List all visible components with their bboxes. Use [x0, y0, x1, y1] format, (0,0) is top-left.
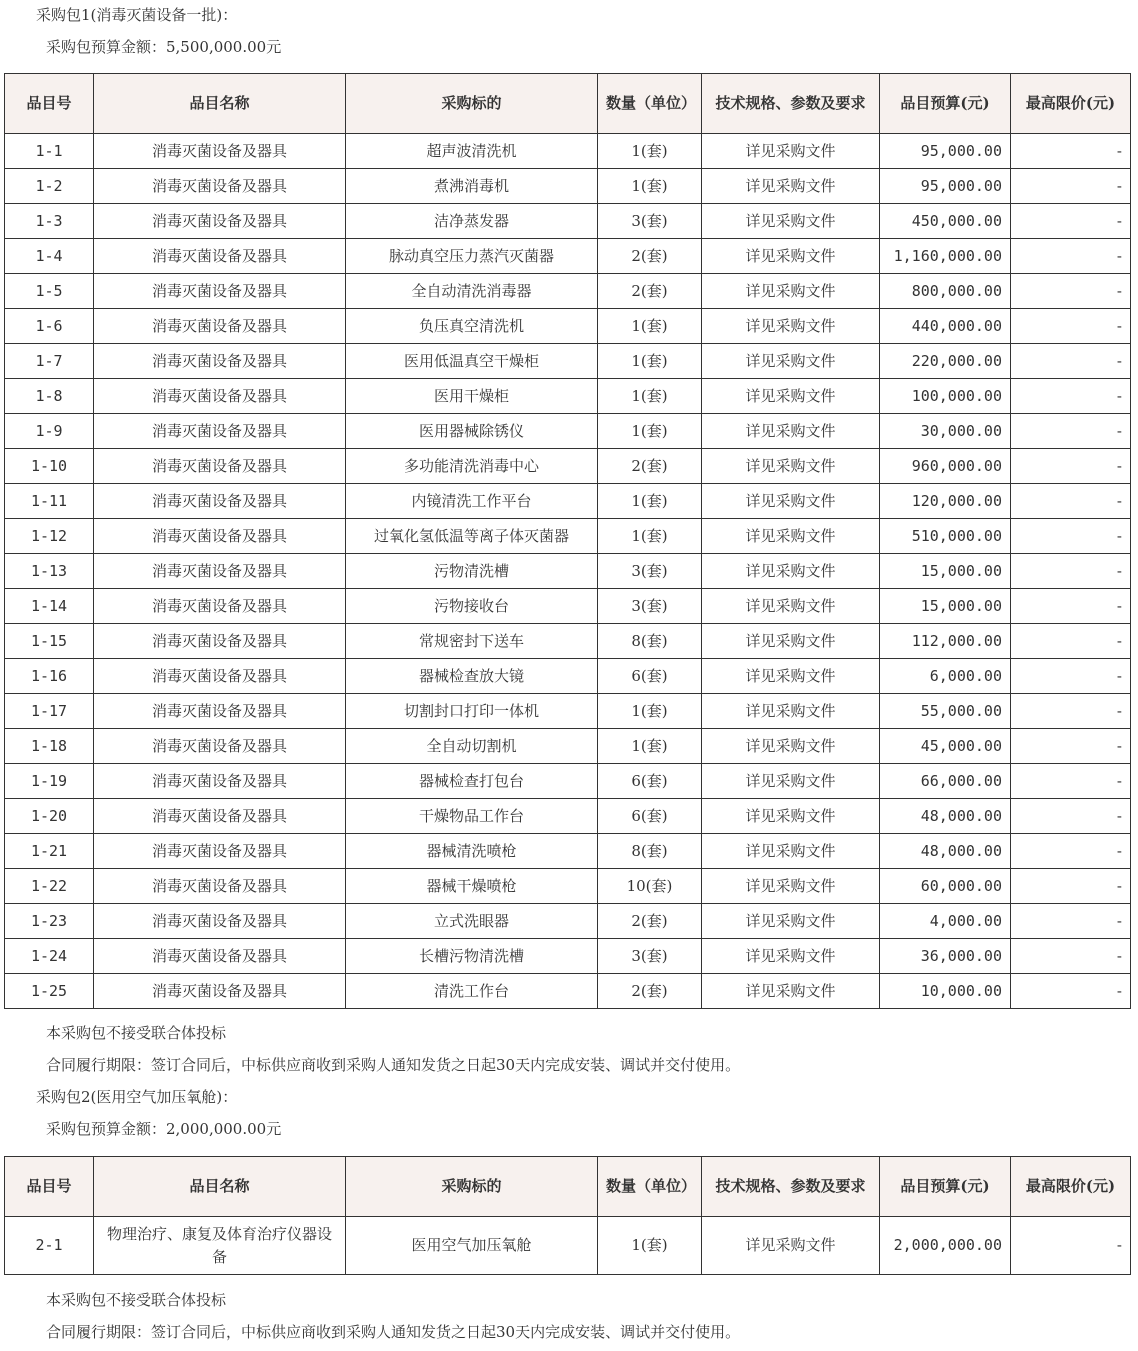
table-header-row	[5, 1157, 1131, 1217]
cell-spec: 详见采购文件	[702, 939, 880, 974]
cell-item-name: 消毒灭菌设备及器具	[94, 624, 346, 659]
cell-quantity: 2(套)	[598, 449, 702, 484]
table-row	[5, 904, 1131, 939]
cell-max-price: -	[1011, 484, 1131, 519]
cell-budget: 450,000.00	[880, 204, 1011, 239]
cell-quantity: 1(套)	[598, 519, 702, 554]
package1-budget: 采购包预算金额：5,500,000.00元	[46, 38, 282, 56]
cell-budget: 960,000.00	[880, 449, 1011, 484]
cell-max-price: -	[1011, 729, 1131, 764]
cell-item-name: 消毒灭菌设备及器具	[94, 449, 346, 484]
cell-quantity: 3(套)	[598, 589, 702, 624]
cell-item-name: 消毒灭菌设备及器具	[94, 659, 346, 694]
cell-max-price: -	[1011, 414, 1131, 449]
cell-target: 医用干燥柜	[346, 379, 598, 414]
table-row	[5, 204, 1131, 239]
package2-table	[4, 1156, 1131, 1275]
cell-spec: 详见采购文件	[702, 624, 880, 659]
cell-item-no: 1-23	[5, 904, 94, 939]
cell-target: 超声波清洗机	[346, 134, 598, 169]
cell-item-no: 1-1	[5, 134, 94, 169]
cell-spec: 详见采购文件	[702, 344, 880, 379]
cell-quantity: 3(套)	[598, 554, 702, 589]
cell-quantity: 1(套)	[598, 484, 702, 519]
table-row	[5, 134, 1131, 169]
cell-item-no: 1-21	[5, 834, 94, 869]
cell-item-name: 消毒灭菌设备及器具	[94, 379, 346, 414]
cell-target: 器械检查打包台	[346, 764, 598, 799]
cell-max-price: -	[1011, 134, 1131, 169]
cell-item-no: 1-3	[5, 204, 94, 239]
cell-target: 医用低温真空干燥柜	[346, 344, 598, 379]
cell-target: 过氧化氢低温等离子体灭菌器	[346, 519, 598, 554]
table-row	[5, 239, 1131, 274]
cell-item-name: 消毒灭菌设备及器具	[94, 974, 346, 1009]
cell-spec: 详见采购文件	[702, 659, 880, 694]
cell-quantity: 2(套)	[598, 974, 702, 1009]
cell-budget: 36,000.00	[880, 939, 1011, 974]
package1-contract-period: 合同履行期限：签订合同后，中标供应商收到采购人通知发货之日起30天内完成安装、调试并交付使用。	[46, 1056, 741, 1074]
table-row	[5, 694, 1131, 729]
cell-quantity: 1(套)	[598, 694, 702, 729]
table-row	[5, 1217, 1131, 1275]
cell-max-price: -	[1011, 659, 1131, 694]
cell-spec: 详见采购文件	[702, 589, 880, 624]
col-header-item-name: 品目名称	[94, 1157, 346, 1217]
cell-quantity: 3(套)	[598, 939, 702, 974]
cell-spec: 详见采购文件	[702, 694, 880, 729]
cell-spec: 详见采购文件	[702, 729, 880, 764]
col-header-item-no: 品目号	[5, 74, 94, 134]
cell-quantity: 6(套)	[598, 659, 702, 694]
cell-budget: 55,000.00	[880, 694, 1011, 729]
cell-max-price: -	[1011, 554, 1131, 589]
col-header-quantity: 数量（单位）	[598, 74, 702, 134]
cell-target: 内镜清洗工作平台	[346, 484, 598, 519]
package2-contract-period: 合同履行期限：签订合同后，中标供应商收到采购人通知发货之日起30天内完成安装、调试并交付使用。	[46, 1323, 741, 1341]
cell-item-no: 1-8	[5, 379, 94, 414]
cell-spec: 详见采购文件	[702, 274, 880, 309]
table-row	[5, 274, 1131, 309]
cell-quantity: 8(套)	[598, 834, 702, 869]
col-header-max-price: 最高限价(元)	[1011, 1157, 1131, 1217]
cell-spec: 详见采购文件	[702, 239, 880, 274]
table-row	[5, 834, 1131, 869]
cell-budget: 440,000.00	[880, 309, 1011, 344]
cell-quantity: 1(套)	[598, 134, 702, 169]
cell-spec: 详见采购文件	[702, 204, 880, 239]
cell-item-name: 消毒灭菌设备及器具	[94, 589, 346, 624]
package2-consortium-note: 本采购包不接受联合体投标	[46, 1291, 227, 1309]
cell-item-no: 1-2	[5, 169, 94, 204]
cell-item-no: 1-6	[5, 309, 94, 344]
col-header-budget: 品目预算(元)	[880, 1157, 1011, 1217]
cell-spec: 详见采购文件	[702, 974, 880, 1009]
cell-quantity: 1(套)	[598, 309, 702, 344]
cell-item-name: 消毒灭菌设备及器具	[94, 939, 346, 974]
cell-quantity: 8(套)	[598, 624, 702, 659]
col-header-spec: 技术规格、参数及要求	[702, 74, 880, 134]
cell-item-name: 物理治疗、康复及体育治疗仪器设备	[94, 1217, 346, 1275]
cell-max-price: -	[1011, 344, 1131, 379]
cell-target: 全自动清洗消毒器	[346, 274, 598, 309]
cell-spec: 详见采购文件	[702, 554, 880, 589]
cell-item-name: 消毒灭菌设备及器具	[94, 729, 346, 764]
cell-max-price: -	[1011, 974, 1131, 1009]
table-row	[5, 869, 1131, 904]
cell-target: 多功能清洗消毒中心	[346, 449, 598, 484]
cell-max-price: -	[1011, 239, 1131, 274]
cell-spec: 详见采购文件	[702, 414, 880, 449]
cell-budget: 66,000.00	[880, 764, 1011, 799]
cell-quantity: 1(套)	[598, 344, 702, 379]
cell-budget: 60,000.00	[880, 869, 1011, 904]
package2-budget: 采购包预算金额：2,000,000.00元	[46, 1120, 282, 1138]
cell-max-price: -	[1011, 764, 1131, 799]
cell-item-no: 1-16	[5, 659, 94, 694]
cell-item-no: 1-15	[5, 624, 94, 659]
cell-budget: 2,000,000.00	[880, 1217, 1011, 1275]
cell-item-name: 消毒灭菌设备及器具	[94, 869, 346, 904]
cell-quantity: 2(套)	[598, 904, 702, 939]
cell-spec: 详见采购文件	[702, 169, 880, 204]
cell-item-name: 消毒灭菌设备及器具	[94, 519, 346, 554]
cell-target: 负压真空清洗机	[346, 309, 598, 344]
col-header-max-price: 最高限价(元)	[1011, 74, 1131, 134]
cell-item-name: 消毒灭菌设备及器具	[94, 204, 346, 239]
table-row	[5, 554, 1131, 589]
table-row	[5, 484, 1131, 519]
cell-item-name: 消毒灭菌设备及器具	[94, 834, 346, 869]
table-row	[5, 379, 1131, 414]
cell-quantity: 1(套)	[598, 379, 702, 414]
package1-consortium-note: 本采购包不接受联合体投标	[46, 1024, 227, 1042]
cell-item-name: 消毒灭菌设备及器具	[94, 274, 346, 309]
cell-target: 洁净蒸发器	[346, 204, 598, 239]
cell-max-price: -	[1011, 169, 1131, 204]
cell-item-no: 1-17	[5, 694, 94, 729]
cell-target: 医用空气加压氧舱	[346, 1217, 598, 1275]
cell-budget: 48,000.00	[880, 834, 1011, 869]
cell-item-name: 消毒灭菌设备及器具	[94, 554, 346, 589]
cell-budget: 4,000.00	[880, 904, 1011, 939]
cell-budget: 220,000.00	[880, 344, 1011, 379]
cell-item-no: 1-14	[5, 589, 94, 624]
cell-spec: 详见采购文件	[702, 764, 880, 799]
cell-item-name: 消毒灭菌设备及器具	[94, 484, 346, 519]
col-header-target: 采购标的	[346, 74, 598, 134]
table-row	[5, 624, 1131, 659]
cell-item-no: 1-20	[5, 799, 94, 834]
cell-target: 常规密封下送车	[346, 624, 598, 659]
cell-budget: 95,000.00	[880, 134, 1011, 169]
table-row	[5, 974, 1131, 1009]
cell-quantity: 10(套)	[598, 869, 702, 904]
cell-spec: 详见采购文件	[702, 379, 880, 414]
table-row	[5, 659, 1131, 694]
cell-budget: 112,000.00	[880, 624, 1011, 659]
cell-spec: 详见采购文件	[702, 484, 880, 519]
cell-target: 器械清洗喷枪	[346, 834, 598, 869]
cell-budget: 120,000.00	[880, 484, 1011, 519]
cell-budget: 10,000.00	[880, 974, 1011, 1009]
cell-budget: 6,000.00	[880, 659, 1011, 694]
cell-quantity: 2(套)	[598, 274, 702, 309]
cell-item-no: 1-10	[5, 449, 94, 484]
cell-target: 污物接收台	[346, 589, 598, 624]
col-header-budget: 品目预算(元)	[880, 74, 1011, 134]
cell-max-price: -	[1011, 834, 1131, 869]
table-row	[5, 309, 1131, 344]
cell-max-price: -	[1011, 799, 1131, 834]
cell-max-price: -	[1011, 1217, 1131, 1275]
cell-max-price: -	[1011, 309, 1131, 344]
cell-item-name: 消毒灭菌设备及器具	[94, 694, 346, 729]
cell-item-no: 1-9	[5, 414, 94, 449]
cell-max-price: -	[1011, 519, 1131, 554]
cell-budget: 95,000.00	[880, 169, 1011, 204]
cell-item-no: 1-25	[5, 974, 94, 1009]
cell-spec: 详见采购文件	[702, 834, 880, 869]
table-row	[5, 729, 1131, 764]
cell-max-price: -	[1011, 379, 1131, 414]
cell-budget: 30,000.00	[880, 414, 1011, 449]
col-header-item-no: 品目号	[5, 1157, 94, 1217]
cell-item-no: 1-13	[5, 554, 94, 589]
cell-item-no: 1-24	[5, 939, 94, 974]
table-row	[5, 449, 1131, 484]
cell-item-name: 消毒灭菌设备及器具	[94, 134, 346, 169]
package1-title: 采购包1(消毒灭菌设备一批)：	[36, 6, 238, 24]
cell-item-name: 消毒灭菌设备及器具	[94, 169, 346, 204]
cell-target: 器械干燥喷枪	[346, 869, 598, 904]
cell-spec: 详见采购文件	[702, 519, 880, 554]
cell-max-price: -	[1011, 274, 1131, 309]
cell-budget: 100,000.00	[880, 379, 1011, 414]
cell-item-no: 2-1	[5, 1217, 94, 1275]
table-row	[5, 519, 1131, 554]
table-row	[5, 939, 1131, 974]
table-row	[5, 799, 1131, 834]
cell-spec: 详见采购文件	[702, 904, 880, 939]
cell-target: 全自动切割机	[346, 729, 598, 764]
col-header-spec: 技术规格、参数及要求	[702, 1157, 880, 1217]
table-row	[5, 764, 1131, 799]
cell-target: 长槽污物清洗槽	[346, 939, 598, 974]
cell-item-name: 消毒灭菌设备及器具	[94, 309, 346, 344]
cell-budget: 15,000.00	[880, 554, 1011, 589]
cell-quantity: 2(套)	[598, 239, 702, 274]
cell-budget: 45,000.00	[880, 729, 1011, 764]
package1-table	[4, 73, 1131, 1009]
cell-target: 脉动真空压力蒸汽灭菌器	[346, 239, 598, 274]
cell-item-name: 消毒灭菌设备及器具	[94, 904, 346, 939]
cell-quantity: 1(套)	[598, 414, 702, 449]
cell-quantity: 1(套)	[598, 729, 702, 764]
table-row	[5, 344, 1131, 379]
cell-item-no: 1-5	[5, 274, 94, 309]
cell-quantity: 6(套)	[598, 799, 702, 834]
cell-item-name: 消毒灭菌设备及器具	[94, 414, 346, 449]
cell-max-price: -	[1011, 624, 1131, 659]
cell-item-no: 1-12	[5, 519, 94, 554]
col-header-item-name: 品目名称	[94, 74, 346, 134]
cell-item-no: 1-22	[5, 869, 94, 904]
cell-spec: 详见采购文件	[702, 134, 880, 169]
cell-max-price: -	[1011, 589, 1131, 624]
cell-target: 切割封口打印一体机	[346, 694, 598, 729]
cell-budget: 1,160,000.00	[880, 239, 1011, 274]
package1-rows	[5, 134, 1131, 1009]
package2-title: 采购包2(医用空气加压氧舱)：	[36, 1088, 238, 1106]
table-row	[5, 414, 1131, 449]
cell-max-price: -	[1011, 939, 1131, 974]
cell-spec: 详见采购文件	[702, 799, 880, 834]
table-row	[5, 589, 1131, 624]
cell-item-no: 1-11	[5, 484, 94, 519]
cell-item-no: 1-7	[5, 344, 94, 379]
cell-target: 煮沸消毒机	[346, 169, 598, 204]
table-header-row	[5, 74, 1131, 134]
cell-quantity: 3(套)	[598, 204, 702, 239]
cell-item-name: 消毒灭菌设备及器具	[94, 764, 346, 799]
cell-item-name: 消毒灭菌设备及器具	[94, 239, 346, 274]
cell-max-price: -	[1011, 904, 1131, 939]
cell-budget: 15,000.00	[880, 589, 1011, 624]
cell-spec: 详见采购文件	[702, 449, 880, 484]
cell-target: 干燥物品工作台	[346, 799, 598, 834]
cell-item-name: 消毒灭菌设备及器具	[94, 344, 346, 379]
cell-item-no: 1-4	[5, 239, 94, 274]
cell-target: 器械检查放大镜	[346, 659, 598, 694]
cell-max-price: -	[1011, 694, 1131, 729]
cell-target: 污物清洗槽	[346, 554, 598, 589]
cell-max-price: -	[1011, 204, 1131, 239]
cell-item-name: 消毒灭菌设备及器具	[94, 799, 346, 834]
cell-spec: 详见采购文件	[702, 1217, 880, 1275]
cell-quantity: 6(套)	[598, 764, 702, 799]
col-header-target: 采购标的	[346, 1157, 598, 1217]
cell-item-no: 1-19	[5, 764, 94, 799]
table-row	[5, 169, 1131, 204]
cell-spec: 详见采购文件	[702, 869, 880, 904]
cell-target: 立式洗眼器	[346, 904, 598, 939]
cell-budget: 510,000.00	[880, 519, 1011, 554]
col-header-quantity: 数量（单位）	[598, 1157, 702, 1217]
cell-target: 清洗工作台	[346, 974, 598, 1009]
cell-spec: 详见采购文件	[702, 309, 880, 344]
cell-quantity: 1(套)	[598, 169, 702, 204]
cell-budget: 800,000.00	[880, 274, 1011, 309]
cell-budget: 48,000.00	[880, 799, 1011, 834]
cell-max-price: -	[1011, 869, 1131, 904]
cell-max-price: -	[1011, 449, 1131, 484]
package2-rows	[5, 1217, 1131, 1275]
cell-quantity: 1(套)	[598, 1217, 702, 1275]
cell-item-no: 1-18	[5, 729, 94, 764]
cell-target: 医用器械除锈仪	[346, 414, 598, 449]
